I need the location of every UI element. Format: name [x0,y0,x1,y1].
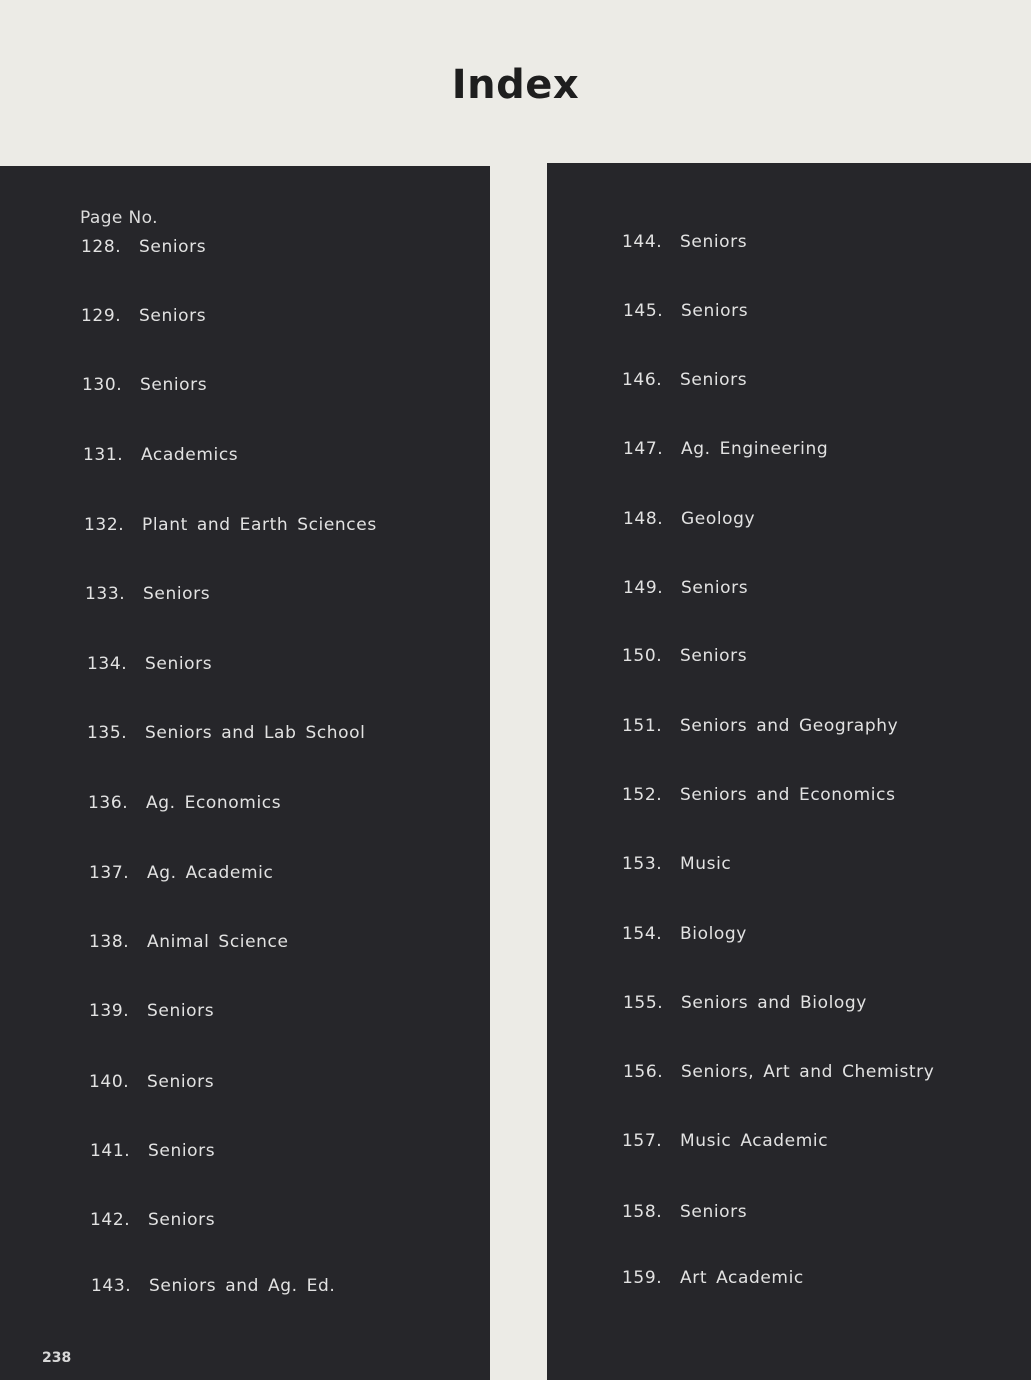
entry-title: Seniors [148,1210,216,1230]
entry-page-number: 143. [91,1276,132,1296]
entry-page-number: 156. [623,1062,664,1082]
entry-title: Seniors [680,232,748,252]
entry-page-number: 129. [81,306,122,326]
entry-title: Music [680,854,732,874]
entry-title: Seniors [139,306,207,326]
entry-title: Seniors [140,375,208,395]
index-entry [88,793,281,813]
entry-title: Seniors, Art and Chemistry [681,1062,935,1082]
index-entry [81,306,206,326]
entry-title: Seniors [147,1072,215,1092]
entry-page-number: 136. [88,793,129,813]
entry-page-number: 151. [622,716,663,736]
entry-title: Seniors [680,1202,748,1222]
index-entry [81,237,206,257]
entry-title: Biology [680,924,747,944]
index-entry [90,1141,215,1161]
index-entry [89,863,273,883]
entry-page-number: 137. [89,863,130,883]
index-entry [622,646,747,666]
index-entry [85,584,210,604]
index-entry [623,509,755,529]
index-entry [87,723,366,743]
index-entry [623,301,748,321]
entry-page-number: 152. [622,785,663,805]
index-entry [82,375,207,395]
entry-title: Seniors [681,578,749,598]
entry-page-number: 149. [623,578,664,598]
entry-page-number: 142. [90,1210,131,1230]
entry-page-number: 130. [82,375,123,395]
entry-title: Plant and Earth Sciences [142,515,377,535]
entry-page-number: 134. [87,654,128,674]
index-entry [622,370,747,390]
entry-title: Ag. Economics [146,793,282,813]
entry-page-number: 153. [622,854,663,874]
entry-title: Geology [681,509,756,529]
entry-title: Seniors [680,646,748,666]
right-index-panel [547,163,1031,1380]
entry-page-number: 128. [81,237,122,257]
entry-page-number: 146. [622,370,663,390]
index-entry [87,654,212,674]
index-entry [91,1276,335,1296]
entry-title: Seniors [681,301,749,321]
entry-page-number: 150. [622,646,663,666]
page-title: Index [451,62,580,108]
entry-page-number: 144. [622,232,663,252]
column-header: Page No. [80,208,158,228]
index-entry [622,854,731,874]
index-entry [623,439,828,459]
entry-page-number: 139. [89,1001,130,1021]
index-entry [622,924,747,944]
page-number: 238 [42,1350,72,1366]
entry-title: Seniors and Economics [680,785,896,805]
entry-title: Seniors [143,584,211,604]
index-entry [83,445,238,465]
index-entry [623,578,748,598]
entry-title: Seniors [148,1141,216,1161]
entry-page-number: 158. [622,1202,663,1222]
entry-page-number: 140. [89,1072,130,1092]
entry-page-number: 147. [623,439,664,459]
left-index-panel [0,166,490,1380]
entry-page-number: 154. [622,924,663,944]
entry-title: Seniors [145,654,213,674]
entry-title: Seniors and Ag. Ed. [149,1276,336,1296]
entry-title: Ag. Engineering [681,439,829,459]
index-entry [622,1131,828,1151]
index-entry [622,716,898,736]
index-entry [623,993,867,1013]
index-entry [622,232,747,252]
index-entry [90,1210,215,1230]
entry-page-number: 135. [87,723,128,743]
entry-title: Seniors [147,1001,215,1021]
entry-title: Animal Science [147,932,289,952]
entry-title: Ag. Academic [147,863,274,883]
entry-page-number: 148. [623,509,664,529]
entry-page-number: 141. [90,1141,131,1161]
entry-title: Seniors [139,237,207,257]
entry-title: Seniors and Geography [680,716,899,736]
index-entry [622,1202,747,1222]
entry-page-number: 133. [85,584,126,604]
entry-title: Seniors and Lab School [145,723,366,743]
entry-page-number: 159. [622,1268,663,1288]
entry-title: Academics [141,445,239,465]
index-entry [622,785,896,805]
entry-page-number: 131. [83,445,124,465]
index-entry [622,1268,804,1288]
entry-page-number: 157. [622,1131,663,1151]
index-entry [89,932,289,952]
index-entry [89,1001,214,1021]
entry-title: Seniors and Biology [681,993,867,1013]
index-entry [84,515,377,535]
entry-title: Art Academic [680,1268,804,1288]
entry-page-number: 155. [623,993,664,1013]
entry-title: Music Academic [680,1131,829,1151]
entry-title: Seniors [680,370,748,390]
entry-page-number: 132. [84,515,125,535]
entry-page-number: 138. [89,932,130,952]
index-entry [89,1072,214,1092]
index-entry [623,1062,934,1082]
entry-page-number: 145. [623,301,664,321]
